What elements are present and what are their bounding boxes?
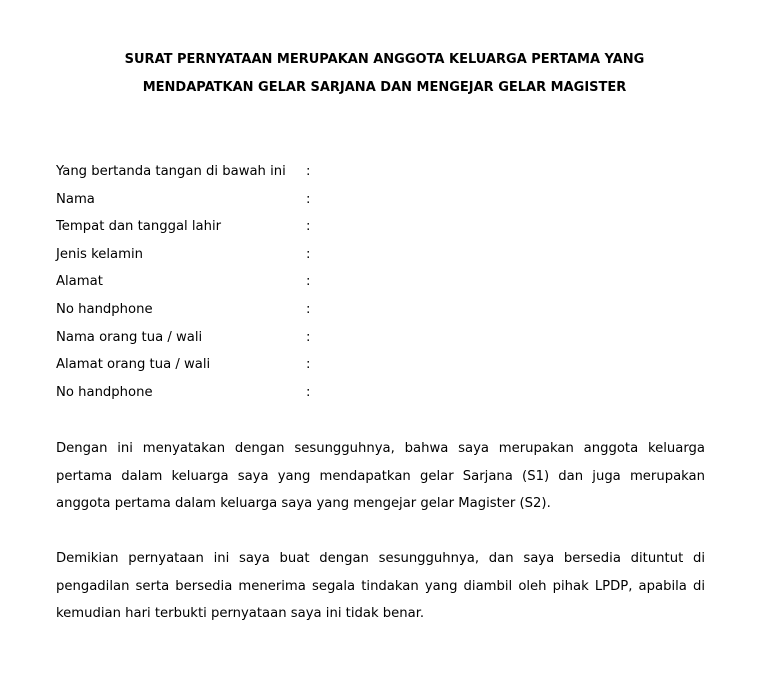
field-label-phone: No handphone [56,301,153,317]
document-title [40,46,729,102]
field-label-birth: Tempat dan tanggal lahir [56,219,222,235]
field-colon: : [306,357,311,373]
field-label-gender: Jenis kelamin [56,246,143,262]
field-colon: : [306,384,311,400]
field-colon: : [306,301,311,317]
field-row-guardian-phone [56,379,716,407]
field-colon: : [306,329,311,345]
closing-paragraph: Demikian pernyataan ini saya buat dengan sesungguhnya, dan saya bersedia dituntut di pengadilan serta bersedia menerima segala tindakan yang diambil oleh pihak LPDP, apabila di kemudian hari terbukti pernyataan saya ini tidak benar. [56,551,705,621]
field-label-address: Alamat [56,274,103,290]
field-colon: : [306,191,311,207]
title-line-2: MENDAPATKAN GELAR SARJANA DAN MENGEJAR GELAR MAGISTER [142,80,627,95]
field-colon: : [306,219,311,235]
field-row-guardian-address [56,351,716,379]
field-colon: : [306,246,311,262]
field-label-guardian-phone: No handphone [56,384,153,400]
field-colon: : [306,164,311,179]
statement-paragraph: Dengan ini menyatakan dengan sesungguhnya, bahwa saya merupakan anggota keluarga pertama dalam keluarga saya yang mendapatkan gelar Sarjana (S1) dan juga merupakan anggota pertama dalam keluarga saya yang mengejar gelar Magister (S2). [56,441,705,511]
identity-fields [56,158,716,406]
field-label-guardian-name: Nama orang tua / wali [56,329,203,345]
field-row-gender [56,241,716,269]
field-label-guardian-address: Alamat orang tua / wali [56,357,211,373]
field-row-guardian-name [56,324,716,352]
field-colon: : [306,274,311,290]
field-row-signer [56,158,716,186]
title-line-1: SURAT PERNYATAAN MERUPAKAN ANGGOTA KELUARGA PERTAMA YANG [124,52,645,67]
field-label-signer: Yang bertanda tangan di bawah ini [56,164,286,179]
field-row-birth [56,213,716,241]
field-row-name [56,186,716,214]
field-row-phone [56,296,716,324]
field-label-name: Nama [56,191,95,207]
field-row-address [56,268,716,296]
